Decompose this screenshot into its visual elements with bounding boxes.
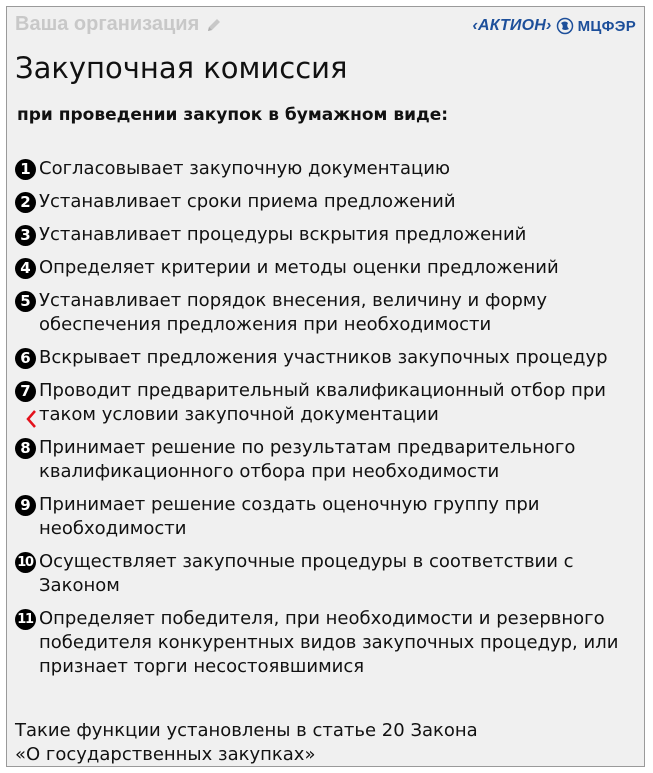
item-number: 5	[15, 291, 36, 312]
item-number: 4	[15, 258, 36, 279]
infographic-card	[6, 6, 645, 767]
item-text: Принимает решение создать оценочную группу при необходимости	[39, 494, 540, 539]
item-text: Проводит предварительный квалификационный отбор при таком условии закупочной документации	[39, 380, 606, 425]
page-title: Закупочная комиссия	[15, 51, 348, 85]
chevron-left-icon	[25, 409, 37, 429]
item-text: Принимает решение по результатам предварительного квалификационного отбора при необходимости	[39, 437, 576, 482]
item-number: 10	[15, 552, 36, 573]
item-number: 3	[15, 225, 36, 246]
list-item	[15, 436, 640, 484]
list-item	[15, 379, 640, 427]
list-item	[15, 550, 640, 598]
list-item	[15, 157, 640, 181]
footer-line: Такие функции установлены в статье 20 Закона	[15, 720, 478, 741]
header-bar	[7, 7, 644, 47]
brand-logo	[472, 17, 636, 35]
globe-icon	[556, 17, 574, 35]
page-subtitle: при проведении закупок в бумажном виде:	[17, 105, 449, 125]
brand-aktion: ‹АКТИОН›	[472, 17, 552, 34]
list-item	[15, 256, 640, 280]
list-item	[15, 289, 640, 337]
item-text: Вскрывает предложения участников закупочных процедур	[39, 347, 608, 368]
list-item	[15, 223, 640, 247]
item-number: 9	[15, 495, 36, 516]
item-text: Определяет победителя, при необходимости и резервного победителя конкурентных видов закупочных процедур, или признает торги несостоявшимися	[39, 608, 619, 677]
item-text: Устанавливает процедуры вскрытия предложений	[39, 224, 527, 245]
functions-list	[15, 157, 640, 688]
brand-mcfer: МЦФЭР	[577, 17, 636, 35]
organization-label: Ваша организация	[15, 13, 200, 35]
organization-field[interactable]	[15, 13, 223, 36]
footer-line: «О государственных закупках»	[15, 744, 316, 765]
pencil-icon[interactable]	[205, 16, 223, 34]
footer-note	[15, 719, 478, 767]
item-text: Осуществляет закупочные процедуры в соответствии с Законом	[39, 551, 574, 596]
item-text: Согласовывает закупочную документацию	[39, 158, 451, 179]
item-number: 11	[15, 609, 36, 630]
item-number: 2	[15, 192, 36, 213]
item-number: 8	[15, 438, 36, 459]
list-item	[15, 190, 640, 214]
item-number: 1	[15, 159, 36, 180]
item-text: Устанавливает сроки приема предложений	[39, 191, 456, 212]
item-number: 7	[15, 381, 36, 402]
list-item	[15, 607, 640, 679]
list-item	[15, 493, 640, 541]
item-number: 6	[15, 348, 36, 369]
item-text: Определяет критерии и методы оценки предложений	[39, 257, 559, 278]
item-text: Устанавливает порядок внесения, величину и форму обеспечения предложения при необходимости	[39, 290, 547, 335]
list-item	[15, 346, 640, 370]
